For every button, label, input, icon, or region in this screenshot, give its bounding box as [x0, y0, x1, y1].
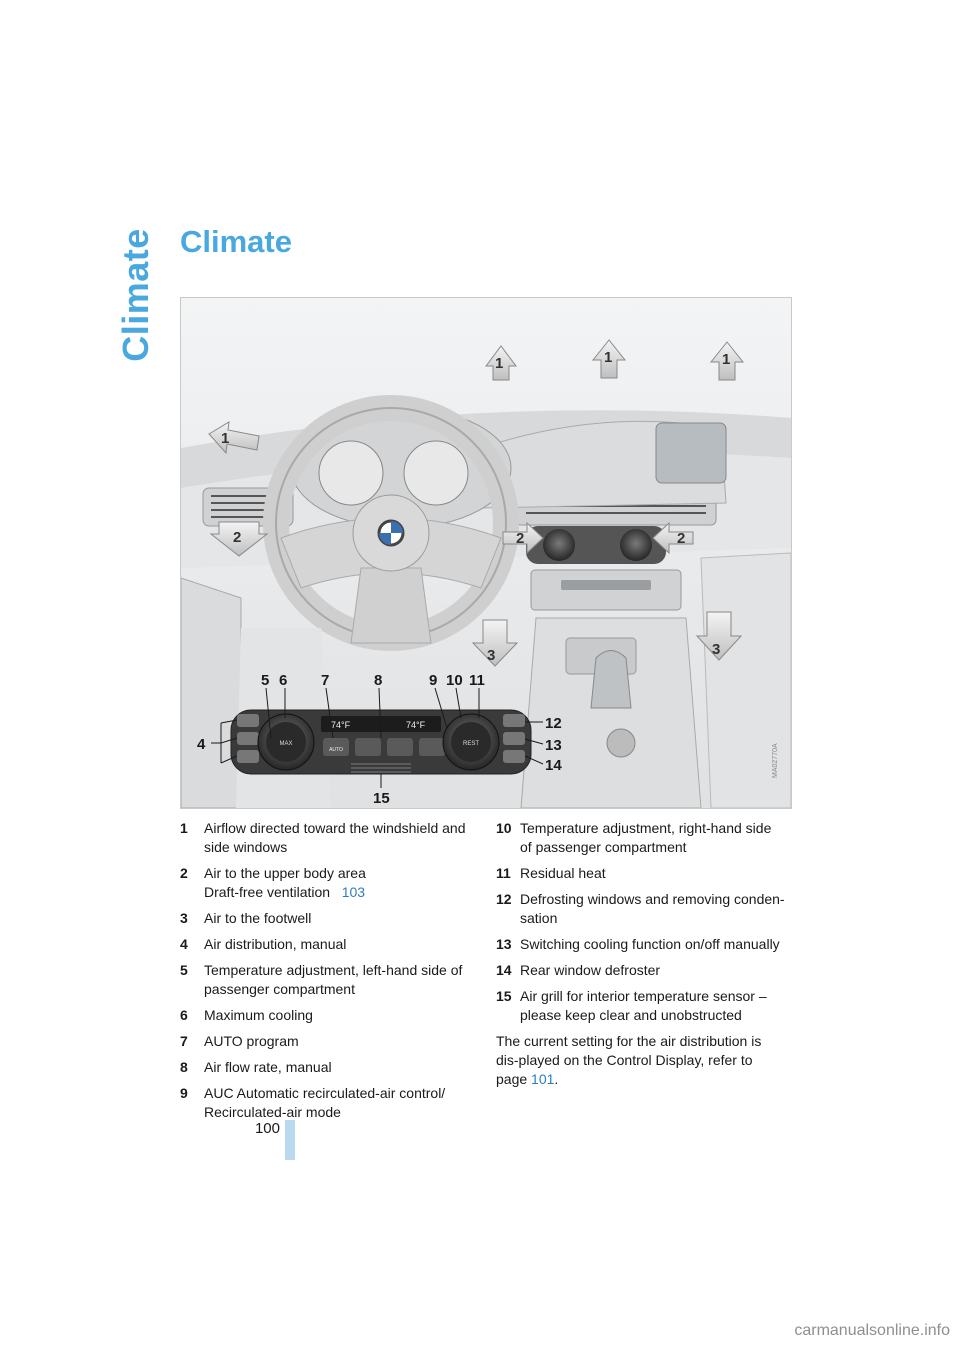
temp-left-display: 74°F — [331, 720, 351, 730]
arrow-label-1: 1 — [604, 349, 613, 366]
arrow-label-2: 2 — [233, 529, 242, 546]
legend-right-column — [496, 819, 786, 1089]
arrow-label-3: 3 — [712, 641, 721, 658]
temp-right-display: 74°F — [406, 720, 426, 730]
legend-item: 11 Residual heat — [496, 865, 606, 881]
callout-9: 9 — [429, 672, 438, 689]
callout-14: 14 — [545, 757, 562, 774]
arrow-label-1: 1 — [722, 351, 731, 368]
page-number: 100 — [254, 1120, 280, 1137]
legend-item: 3 Air to the footwell — [180, 910, 312, 926]
max-label: MAX — [279, 741, 293, 747]
callout-13: 13 — [545, 737, 562, 754]
legend-item: 2 Air to the upper body area Draft-free ventilation 103 — [180, 865, 366, 900]
callout-7: 7 — [321, 672, 330, 689]
rest-label: REST — [462, 741, 480, 747]
climate-control-panel — [231, 710, 531, 774]
callout-6: 6 — [279, 672, 288, 689]
arrow-label-2: 2 — [677, 530, 686, 547]
callout-11: 11 — [469, 672, 485, 689]
callout-8: 8 — [374, 672, 383, 689]
arrow-label-1: 1 — [495, 355, 504, 372]
callout-12: 12 — [545, 715, 562, 732]
callout-5: 5 — [261, 672, 270, 689]
legend-item: 8 Air flow rate, manual — [180, 1059, 332, 1075]
legend-item: 1 Airflow directed toward the windshield and side windows — [180, 820, 466, 855]
page-marker-bar — [285, 1120, 295, 1160]
legend-item: 10 Temperature adjustment, right-hand side of passenger compartment — [496, 820, 772, 855]
legend-item: 15 Air grill for interior temperature sensor – please keep clear and unobstructed — [496, 988, 767, 1023]
callout-4: 4 — [197, 736, 206, 753]
arrow-label-2: 2 — [516, 530, 525, 547]
legend-item: 13 Switching cooling function on/off manually — [496, 936, 780, 952]
watermark: carmanualsonline.info — [794, 1322, 950, 1339]
legend-item: 7 AUTO program — [180, 1033, 299, 1049]
arrow-label-3: 3 — [487, 647, 496, 664]
legend-item: 4 Air distribution, manual — [180, 936, 347, 952]
page-link-103[interactable]: 103 — [341, 884, 366, 900]
arrow-label-1: 1 — [221, 430, 230, 447]
dashboard-illustration — [180, 297, 792, 809]
legend-item: 12 Defrosting windows and removing conden-sation — [496, 891, 785, 926]
page-link-101[interactable]: 101 — [531, 1071, 555, 1087]
legend-item: 14 Rear window defroster — [496, 962, 661, 978]
air-distribution-note: The current setting for the air distribution is dis-played on the Control Display, refer to page 101. — [496, 1033, 762, 1087]
figure-code: MA02770A — [772, 743, 779, 778]
legend-item: 6 Maximum cooling — [180, 1007, 313, 1023]
legend-left-column — [180, 819, 470, 1129]
legend-item: 5 Temperature adjustment, left-hand side of passenger compartment — [180, 962, 463, 997]
callout-10: 10 — [446, 672, 463, 689]
side-tab: Climate — [115, 228, 157, 362]
auto-label: AUTO — [329, 747, 343, 753]
legend-item: 9 AUC Automatic recirculated-air control/ Recirculated-air mode — [180, 1085, 446, 1120]
page-title: Climate — [180, 224, 292, 259]
callout-15: 15 — [373, 790, 390, 807]
